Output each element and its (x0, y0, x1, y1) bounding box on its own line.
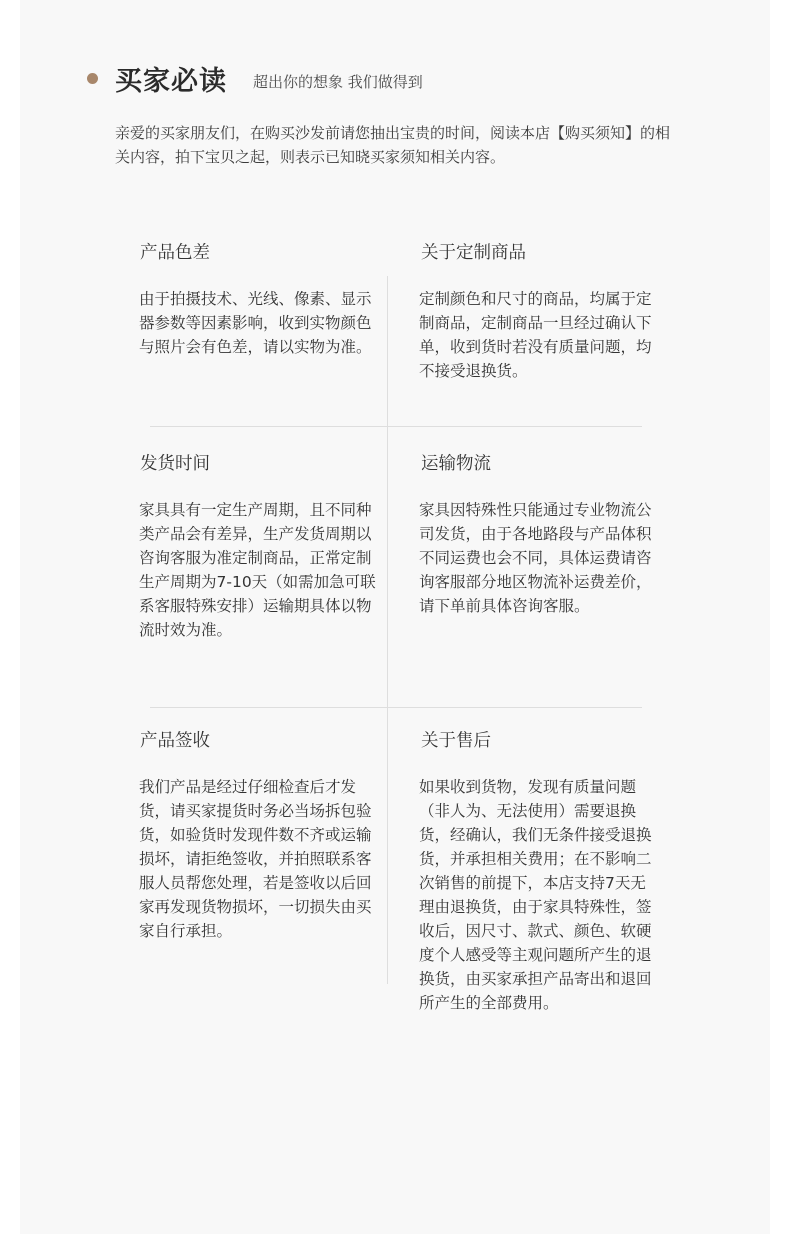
section-title-after-sales: 关于售后 (421, 731, 491, 751)
bullet-dot-icon (87, 73, 98, 84)
section-body-after-sales: 如果收到货物，发现有质量问题（非人为、无法使用）需要退换货，经确认，我们无条件接受退换货，并承担相关费用；在不影响二次销售的前提下，本店支持7天无理由退换货，由于家具特殊性，签收后，因尺寸、款式、颜色、软硬度个人感受等主观问题所产生的退换货，由买家承担产品寄出和退回所产生的全部费用。 (419, 778, 652, 1012)
section-body-shipping-time: 家具具有一定生产周期，且不同种类产品会有差异，生产发货周期以咨询客服为准定制商品，正常定制生产周期为7-10天（如需加急可联系客服特殊安排）运输期具体以物流时效为准。 (139, 501, 376, 639)
section-title-color-difference: 产品色差 (140, 243, 210, 263)
section-title-logistics: 运输物流 (421, 454, 491, 474)
section-body-logistics: 家具因特殊性只能通过专业物流公司发货，由于各地路段与产品体积不同运费也会不同，具体运费请咨询客服部分地区物流补运费差价，请下单前具体咨询客服。 (419, 501, 652, 615)
section-body-receipt: 我们产品是经过仔细检查后才发货，请买家提货时务必当场拆包验货，如验货时发现件数不齐或运输损坏，请拒绝签收，并拍照联系客服人员帮您处理，若是签收以后回家再发现货物损坏，一切损失由买家自行承担。 (139, 778, 372, 940)
row-divider-2 (150, 707, 642, 708)
section-title-custom-products: 关于定制商品 (421, 243, 526, 263)
page-subtitle: 超出你的想象 我们做得到 (253, 72, 423, 91)
page-title: 买家必读 (115, 65, 227, 97)
intro-text: 亲爱的买家朋友们，在购买沙发前请您抽出宝贵的时间，阅读本店【购买须知】的相关内容，拍下宝贝之起，则表示已知晓买家须知相关内容。 (115, 124, 671, 166)
section-body-color-difference: 由于拍摄技术、光线、像素、显示器参数等因素影响，收到实物颜色与照片会有色差，请以实物为准。 (139, 290, 372, 356)
section-body-custom-products: 定制颜色和尺寸的商品，均属于定制商品，定制商品一旦经过确认下单，收到货时若没有质量问题，均不接受退换货。 (419, 290, 652, 380)
column-divider (387, 276, 388, 984)
header (87, 58, 423, 98)
section-title-shipping-time: 发货时间 (140, 454, 210, 474)
section-title-receipt: 产品签收 (140, 731, 210, 751)
row-divider-1 (150, 426, 642, 427)
